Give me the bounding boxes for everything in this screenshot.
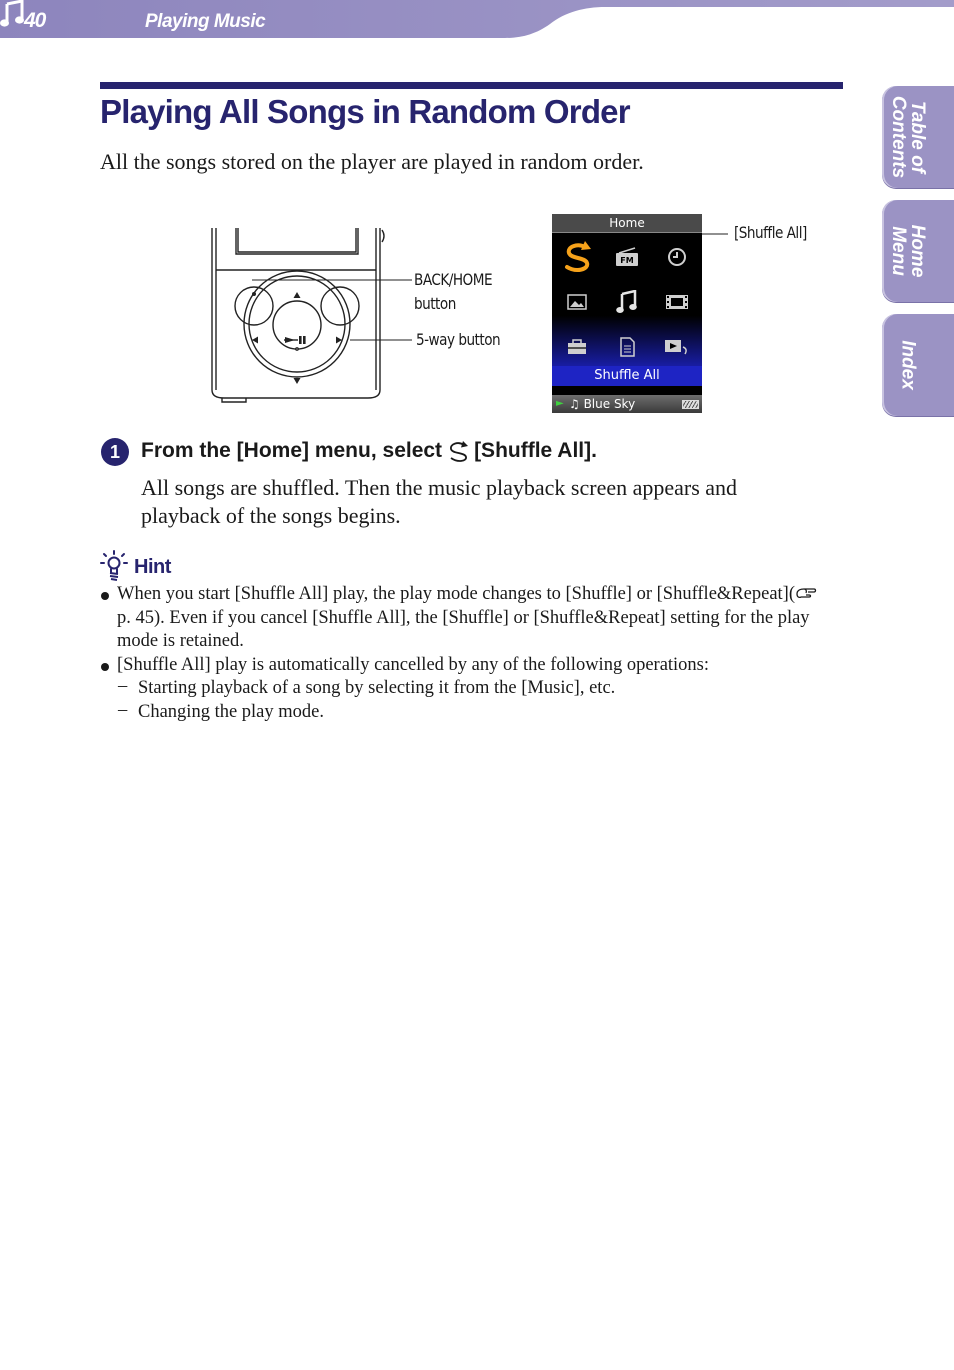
step-heading [141,439,597,463]
title-rule [100,82,843,89]
callout-back-home-line2: button [414,294,456,313]
hint-label: Hint [134,556,171,578]
play-status-icon: ► [556,398,564,409]
callout-back-home-line1: BACK/HOME [414,270,493,289]
photo-icon [566,293,588,311]
page-reference-hand-icon [795,586,817,600]
step-body: All songs are shuffled. Then the music playback screen appears and playback of the songs begins. [141,475,738,528]
shuffle-icon-inline [446,439,472,463]
intro-text: All the songs stored on the player are played in random order. [100,149,644,174]
music-note-screen-icon [616,290,638,314]
clock-icon [666,246,688,268]
shuffle-all-menu-item[interactable] [552,234,602,279]
step-heading-text-1: From the [Home] menu, select [141,439,443,462]
settings-menu-item[interactable] [552,324,602,369]
document-icon [618,337,636,357]
toolbox-icon [566,338,588,356]
player-device-illustration [200,222,420,404]
fm-radio-icon [615,247,639,267]
shuffle-icon [559,239,595,275]
battery-icon [682,400,699,409]
film-icon [665,293,689,311]
callout-shuffle-all: [Shuffle All] [734,223,807,242]
tab-index[interactable] [882,314,954,416]
now-playing-icon [664,337,690,357]
hint-item-1-text-b: p. 45). Even if you cancel [Shuffle All], the [Shuffle] or [Shuffle&Repeat] setting for the play mode is retained. [117,607,810,651]
section-title: Playing Music [145,11,266,32]
tab-table-of-contents-label: Table of Contents [888,95,928,179]
hint-subitem: – Changing the play mode. [100,701,820,725]
header-band [0,0,954,40]
player-home-screen [552,214,702,413]
music-note-icon [0,0,26,28]
photos-menu-item[interactable] [552,279,602,324]
hint-item: [Shuffle All] play is automatically cancelled by any of the following operations: [100,654,820,678]
hint-item [100,583,820,654]
music-menu-item[interactable] [602,279,652,324]
page-number: 40 [24,9,46,32]
now-playing-menu-item[interactable] [652,324,702,369]
callout-5way-button: 5-way button [416,330,501,349]
step-heading-text-2: [Shuffle All]. [474,439,597,462]
screen-title: Home [552,214,702,233]
screen-status-bar [552,395,702,413]
podcast-menu-item[interactable] [602,324,652,369]
fm-radio-menu-item[interactable] [602,234,652,279]
current-song: ♫ Blue Sky [569,397,636,411]
screen-caption: Shuffle All [552,366,702,386]
home-menu-grid [552,234,702,370]
fm-label: FM [620,255,634,265]
page-title: Playing All Songs in Random Order [100,93,630,130]
tab-index-label: Index [897,340,919,390]
lightbulb-icon [100,550,128,582]
callout-back-home [414,268,492,316]
alarm-menu-item[interactable] [652,234,702,279]
tab-table-of-contents[interactable] [882,86,954,188]
hint-item-1-text-a: When you start [Shuffle All] play, the play mode changes to [Shuffle] or [Shuffle&Repeat]( [117,584,795,604]
step-number: 1 [101,438,129,466]
tab-home-menu[interactable] [882,200,954,302]
page-header [0,0,954,40]
hint-list [100,583,820,724]
videos-menu-item[interactable] [652,279,702,324]
hint-subitem: – Starting playback of a song by selecting it from the [Music], etc. [100,677,820,701]
tab-home-menu-label: Home Menu [888,224,928,278]
